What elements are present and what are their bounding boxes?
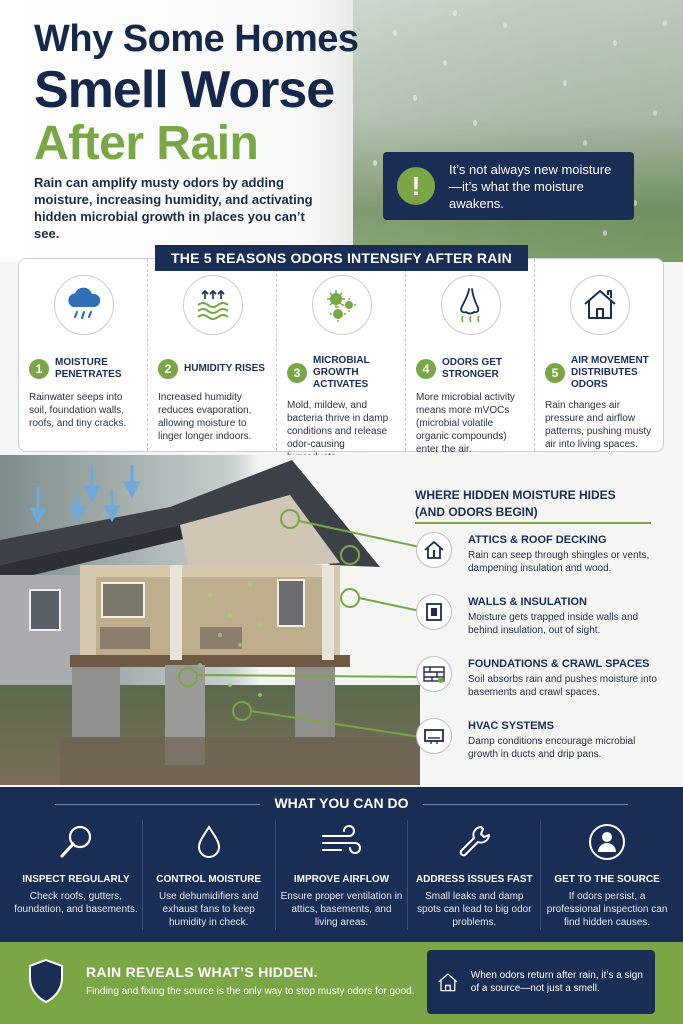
house-icon <box>437 964 459 1000</box>
tip-item <box>143 820 276 930</box>
hides-title-line2: (AND ODORS BEGIN) <box>415 505 538 519</box>
hides-title <box>415 487 616 521</box>
tip-label: INSPECT REGULARLY <box>22 874 130 885</box>
hide-label: FOUNDATIONS & CRAWL SPACES <box>468 658 650 670</box>
callout-text: It’s not always new moisture—it’s what the moisture awakens. <box>449 161 612 211</box>
todo-title-text: WHAT YOU CAN DO <box>274 795 409 811</box>
humidity-waves-icon <box>183 275 243 335</box>
tip-label: GET TO THE SOURCE <box>554 874 660 885</box>
tip-label: IMPROVE AIRFLOW <box>293 874 390 885</box>
reason-label: HUMIDITY RISES <box>184 363 265 374</box>
reasons-panel <box>18 258 664 455</box>
reason-item <box>406 259 535 455</box>
reason-body: Rain changes air pressure and airflow patterns, pushing musty air into living spaces. <box>545 400 652 450</box>
footer-callout-text: When odors return after rain, it’s a sign of a source—not just a smell. <box>470 970 643 994</box>
reason-item <box>535 259 663 451</box>
microbes-icon <box>312 275 372 335</box>
hero-title-line3: After Rain <box>34 117 259 170</box>
tip-item <box>408 820 541 930</box>
tip-item <box>10 820 143 930</box>
magnifier-icon <box>14 820 138 864</box>
reason-label: AIR MOVEMENT DISTRIBUTES ODORS <box>571 355 649 390</box>
tip-item <box>276 820 409 930</box>
hide-item <box>416 594 666 637</box>
divider <box>415 522 651 524</box>
reason-body: Rainwater seeps into soil, foundation walls, roofs, and tiny cracks. <box>29 392 127 429</box>
hide-body: Damp conditions encourage microbial growth in ducts and drip pans. <box>468 736 636 760</box>
reason-number: 2 <box>158 359 178 379</box>
reason-label: MICROBIAL GROWTH ACTIVATES <box>313 355 370 390</box>
tip-label: ADDRESS ISSUES FAST <box>415 874 533 885</box>
hide-label: ATTICS & ROOF DECKING <box>468 534 607 546</box>
tip-body: Use dehumidifiers and exhaust fans to keep humidity in check. <box>158 891 259 928</box>
exclamation-icon: ! <box>397 167 435 205</box>
hvac-icon <box>416 718 452 754</box>
nose-icon <box>441 275 501 335</box>
tip-item <box>541 820 673 930</box>
hides-title-line1: WHERE HIDDEN MOISTURE HIDES <box>415 488 616 502</box>
tip-label: CONTROL MOISTURE <box>156 874 262 885</box>
house-icon <box>570 275 630 335</box>
airflow-icon <box>280 820 404 864</box>
wrench-icon <box>412 820 536 864</box>
hero-subtitle: Rain can amplify musty odors by adding moisture, increasing humidity, and activating hidden microbial growth in places you can’t see. <box>34 175 313 241</box>
hide-label: HVAC SYSTEMS <box>468 720 554 732</box>
wall-icon <box>416 594 452 630</box>
reason-number: 5 <box>545 363 565 383</box>
hero-title-line1: Why Some Homes <box>34 18 359 60</box>
tips-row <box>10 820 673 930</box>
tip-body: Check roofs, gutters, foundation, and basements. <box>14 891 138 915</box>
rainy-window-image <box>353 0 683 262</box>
reason-number: 1 <box>29 359 49 379</box>
reasons-title: THE 5 REASONS ODORS INTENSIFY AFTER RAIN <box>155 245 528 271</box>
footer-subline: Finding and fixing the source is the only way to stop musty odors for good. <box>86 986 415 997</box>
hide-item <box>416 718 666 761</box>
reason-item <box>277 259 406 451</box>
hide-body: Rain can seep through shingles or vents, dampening insulation and wood. <box>468 550 650 574</box>
hide-item <box>416 656 666 699</box>
reason-label: MOISTURE PENETRATES <box>55 357 122 380</box>
reason-label: ODORS GET STRONGER <box>442 357 503 380</box>
reason-body: Increased humidity reduces evaporation, allowing moisture to linger longer indoors. <box>158 392 252 442</box>
todo-title <box>0 795 683 811</box>
reason-item <box>19 259 148 451</box>
tip-body: Small leaks and damp spots can lead to big odor problems. <box>417 891 532 928</box>
inspector-icon <box>545 820 669 864</box>
hide-body: Moisture gets trapped inside walls and behind insulation, out of sight. <box>468 612 639 636</box>
reason-body: More microbial activity means more mVOCs (microbial volatile organic compounds) enter the air. <box>416 392 515 455</box>
water-drop-icon <box>147 820 271 864</box>
reason-number: 3 <box>287 363 307 383</box>
shield-icon <box>26 958 66 1009</box>
footer-callout <box>427 950 655 1014</box>
hide-body: Soil absorbs rain and pushes moisture into basements and crawl spaces. <box>468 674 657 698</box>
rain-cloud-icon <box>54 275 114 335</box>
reason-body: Mold, mildew, and bacteria thrive in damp conditions and release odor-causing <box>287 400 389 450</box>
hide-item <box>416 532 666 575</box>
reason-number: 4 <box>416 359 436 379</box>
hero-callout <box>383 152 634 220</box>
reason-item <box>148 259 277 451</box>
hero-title-line2: Smell Worse <box>34 61 335 119</box>
attic-icon <box>416 532 452 568</box>
footer-headline: RAIN REVEALS WHAT’S HIDDEN. <box>86 964 318 980</box>
tip-body: If odors persist, a professional inspection can find hidden causes. <box>546 891 668 928</box>
foundation-icon <box>416 656 452 692</box>
hide-label: WALLS & INSULATION <box>468 596 587 608</box>
tip-body: Ensure proper ventilation in attics, basements, and living areas. <box>280 891 403 928</box>
